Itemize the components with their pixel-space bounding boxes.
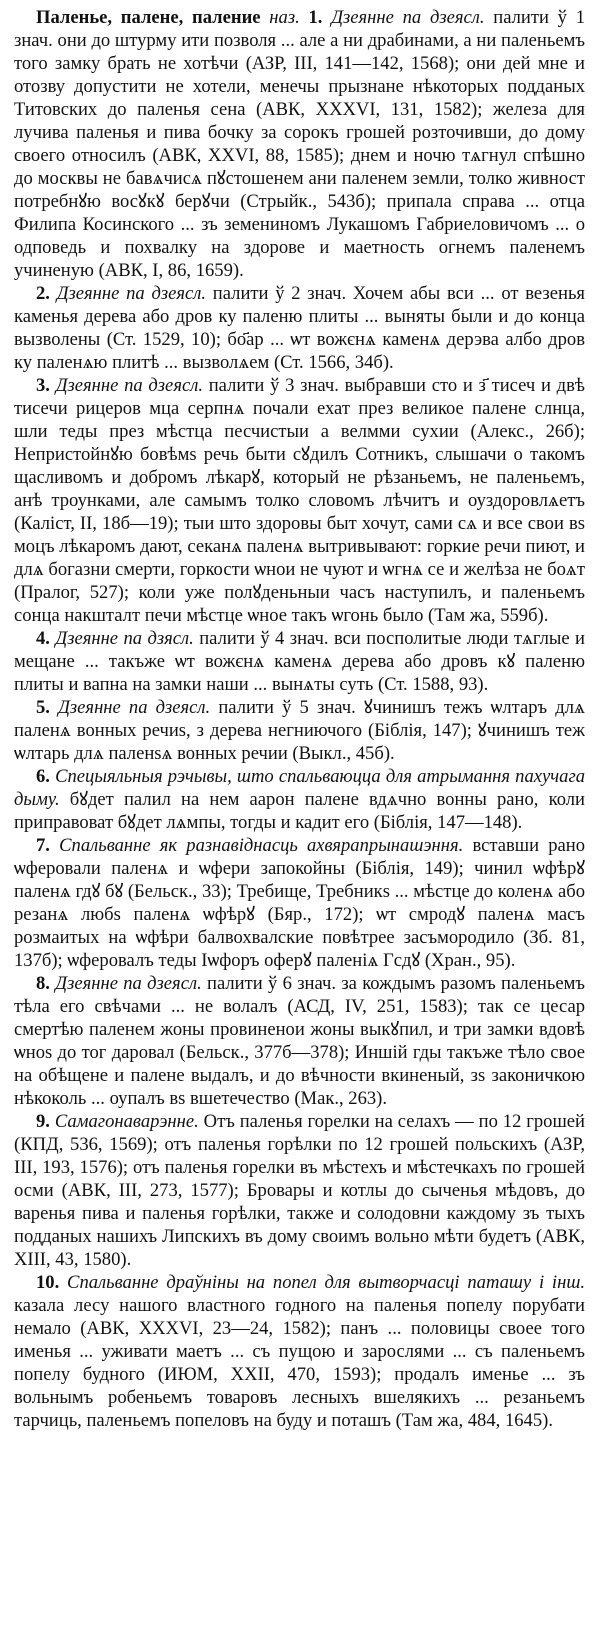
sense-7 (14, 834, 585, 972)
sense-text: Отъ паленья горелки на селахъ — по 12 грошей (КПД, 536, 1569); отъ паленья горѣлки по 12 грошей польскихъ (АЗР, III, 193, 1576); отъ паленья горелки въ мѣстехъ и мѣстечкахъ по грошей осми (АВК, III, 273, 1577); Бровары и котлы до сыченья мѣдовъ, до варенья пива и паленья горѣлки, также и солодовни каждому зъ тыхъ подданых нашихъ Липскихъ въ дому своимъ вольно мѣти будетъ (АВК, XIII, 43, 1580). (14, 1111, 586, 1270)
sense-number: 3. (36, 375, 50, 396)
sense-definition: Дзеянне па дзеясл. (56, 283, 207, 304)
sense-definition: Спальванне як разнавіднасць ахвярапрынашэння. (59, 835, 464, 856)
sense-definition: Самагонаварэнне. (54, 1111, 199, 1132)
sense-6 (14, 765, 585, 834)
sense-definition: Дзеянне па дзеясл. (55, 375, 203, 396)
sense-definition: Дзеянне па дзеясл. (58, 697, 211, 718)
sense-text: казала лесу нашого властного годного на паленья попелу порубати немало (АВК, XXXVI, 23—24, 1582); панъ ... половицы своее того именья ... уживати маетъ ... съ пущою и зарослями ... съ паленьемъ попелу будного (ИЮМ, XXII, 470, 1593); продалъ именье ... зъ вольнымъ робеньемъ товаровъ лесныхъ вшелякихъ ... резаньемъ тарчиць, паленьемъ попеловъ на буду и поташъ (Там жа, 484, 1645). (14, 1295, 585, 1431)
sense-number: 5. (36, 697, 50, 718)
sense-text: палити ў 1 знач. они до штурму ити позволя ... але а ни драбинами, а ни паленьемъ того замку брать не хотѣчи (АЗР, III, 141—142, 1568); они дей мне и отозву допустити не хотели, менечы прызнане нѣкоторых подданых Титовских до паленья сена (АВК, XXXVI, 131, 1582); железа для лучива паленья и пива бочку за сорокъ грошей розточивши, до дому своего относилъ (АВК, XXVI, 88, 1585); днем и ночю тѧгнул спѣшно до москвы не бавѧчисѧ пꙋстошенем ани паленем земли, толко живност потребнꙋю восꙋкꙋ берꙋчи (Стрыйк., 543б); припала справа ... отца Филипа Косинского ... зъ земениномъ Лукашомъ Габриеловичомъ ... о одповедь и похвалку на здорове и маетность огнемъ паленемъ учиненую (АВК, I, 86, 1659). (14, 7, 586, 281)
sense-9 (14, 1110, 585, 1271)
sense-number: 1. (308, 7, 323, 28)
sense-text: бꙋдет палил на нем аарон палене вдѧчно вонны рано, коли приправоват бꙋдет лѧмпы, тогды и кадит его (Біблія, 147—148). (14, 789, 585, 833)
sense-text: палити ў 5 знач. ꙋчинишъ тежъ ѡлтаръ длѧ паленѧ вонных речиѕ, з дерева негниючого (Біблія, 147); ꙋчинишъ теж ѡлтарь длѧ паленѕѧ вонных речии (Выкл., 45б). (14, 697, 586, 764)
sense-definition: Дзеянне па дзясл. (55, 628, 194, 649)
sense-definition: Спецыяльныя рэчывы, што спальваюцца для атрымання пахучага дыму. (14, 766, 585, 810)
sense-number: 8. (36, 973, 50, 994)
sense-4 (14, 627, 585, 696)
sense-number: 10. (36, 1272, 60, 1293)
sense-number: 6. (36, 766, 50, 787)
sense-definition: Дзеянне па дзеясл. (331, 7, 485, 28)
sense-10 (14, 1271, 585, 1432)
sense-definition: Дзеянне па дзеясл. (55, 973, 202, 994)
sense-8 (14, 972, 585, 1110)
sense-text: палити ў 2 знач. Хочем абы вси ... от везенья каменья дерева або дров ку паленю плиты ... выняты были и до конца вызволены (Ст. 1529, 10); бо҃ар ... ѡт вожєнѧ каменѧ дерэва албо дров ку паленѧю плитѣ ... вызволѧем (Ст. 1566, 34б). (14, 283, 585, 373)
sense-3 (14, 374, 585, 627)
sense-text: вставши рано ѡферовали паленѧ и ѡфери запокойны (Біблія, 149); чинил ѡфѣрꙋ паленѧ гдꙋ бꙋ (Бельск., 33); Требище, Требникѕ ... мѣстце до коленѧ або резанѧ любѕ паленѧ ѡфѣрꙋ (Бяр., 172); ѡт смродꙋ паленѧ масъ розмаитых на ѡфѣри балвохвалские повѣтрее засъмородило (Зб. 81, 137б); ѡферовалъ теды Іѡфоръ оферꙋ паленіѧ Гсдꙋ (Хран., 95). (14, 835, 586, 971)
sense-text: палити ў 6 знач. за кождымъ разомъ паленьемъ тѣла его свѣчами ... не волалъ (АСД, IV, 251, 1583); так се цесар смертѣю паленем жоны провиненои жоны выкꙋпил, и три замки вдовѣ ѡноѕ до тог даровал (Бельск., 377б—378); Иншій гды такъже тѣло свое на обѣщене и палене выдалъ, и до вѣчности вкиненый, зѕ законичкою нѣкоколь ... оупалъ вѕ вшетечество (Мак., 263). (14, 973, 585, 1109)
sense-number: 2. (36, 283, 50, 304)
sense-number: 4. (36, 628, 50, 649)
sense-number: 7. (36, 835, 50, 856)
sense-text: палити ў 3 знач. выбравши сто и з҃ тисеч и двѣ тисечи рицеров мца серпнѧ почали ехат през великое палене слнца, шли теды през мѣстца песчистыи а велмми сухии (Алекс., 26б); Непристойнꙋю бовѣмѕ речь быти сꙋдилъ Сотникъ, слышачи о такомъ щасливомъ и добромъ лѣкарꙋ, который не рѣзаньемъ, не паленьемъ, анѣ троунками, але самымъ толко словомъ лѣчитъ и оуздоровлѧетъ (Каліст, II, 18б—19); тыи што здоровы быт хочут, сами сѧ и все свои вѕ моцъ лѣкаромъ дают, секанѧ паленѧ вытривывают: горкие речи пиют, и длѧ богазни смерти, горкости ѡнои не чуют и ѡгнѧ се и желѣза не боѧт (Пралог, 527); коли уже полꙋденьныи часъ наступилъ, и паленьемъ сонца накшталт печи мѣстце ѡное такъ ѡгонь было (Там жа, 559б). (14, 375, 586, 626)
sense-2 (14, 282, 585, 374)
sense-text: палити ў 4 знач. вси посполитые люди тѧглые и мещане ... такъже ѡт вожєнѧ каменѧ дерева або дровъ кꙋ паленю плиты и вапна на замки наши ... вынѧты суть (Ст. 1588, 93). (14, 628, 585, 695)
sense-5 (14, 696, 585, 765)
grammar-label: наз. (269, 7, 300, 28)
sense-number: 9. (36, 1111, 50, 1132)
dictionary-entry (14, 6, 585, 282)
headword: Паленье, палене, палениe (36, 7, 261, 28)
sense-definition: Спальванне драўніны на попел для вытворчасці паташу і інш. (67, 1272, 586, 1293)
